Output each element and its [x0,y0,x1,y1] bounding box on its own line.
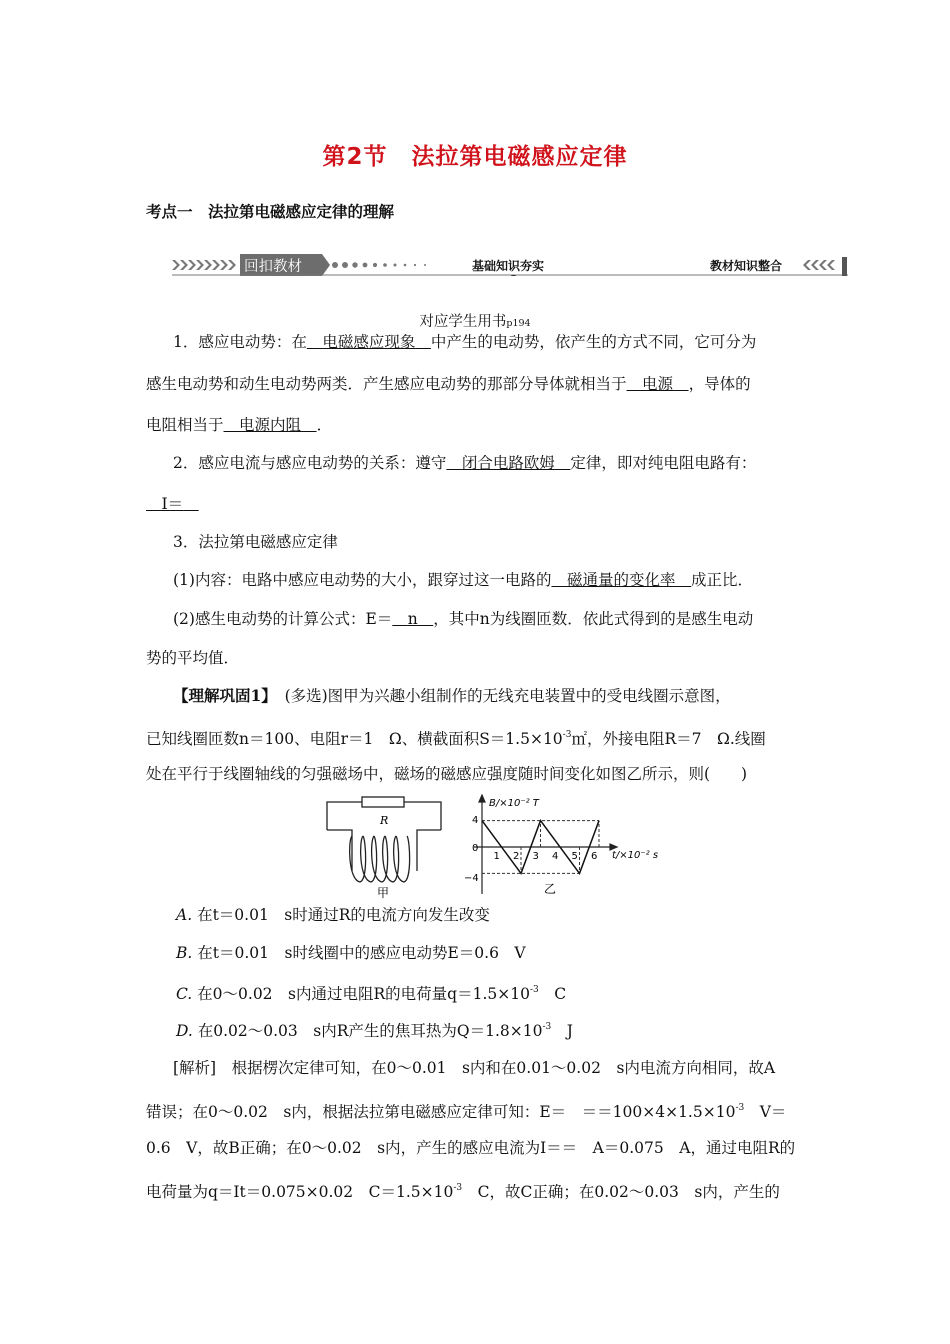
source-reference [0,310,950,331]
x-tick-label: 5 [571,851,578,862]
para3-heading: 3．法拉第电磁感应定律 [173,533,338,551]
option-d[interactable]: D. 在0.02～0.03 s内R产生的焦耳热为$Q=1.8\times 10^{-3}$ J [176,1022,573,1040]
section-banner [172,254,848,276]
banner-left-label: 回扣教材 [244,259,302,275]
resistor-symbol [362,797,404,807]
section-heading: 考点一 法拉第电磁感应定律的理解 [146,203,395,221]
y-tick-4: 4 [472,815,479,826]
option-c[interactable]: C. 在0～0.02 s内通过电阻R的电荷量$q=1.5\times 10^{-3}$ C [176,985,567,1003]
y-axis-label: B/×10⁻² T [489,798,539,809]
para2-line2: I＝ [161,495,184,513]
analysis-line2: 错误；在0～0.02 s内，根据法拉第电磁感应定律可知：E＝ $==100\times 4\times 1.5\times 10^{-3}$ V＝ [146,1103,787,1121]
y-tick-minus4: −4 [464,873,479,884]
figure-yi-caption: 乙 [544,882,557,896]
page-title: 第2节 法拉第电磁感应定律 [322,144,628,170]
banner-right-label: 教材知识整合 [710,259,783,273]
resistor-label: R [380,814,389,827]
x-tick-label: 3 [532,851,539,862]
source-page: p194 [506,318,531,329]
para3-content: (1)内容：电路中感应电动势的大小，跟穿过这一电路的 磁通量的变化率 成正比． [173,571,754,589]
analysis-line3: 0.6 V，故B正确；在0～0.02 s内，产生的感应电流为I＝＝ A＝0.075 A，通过电阻R的 [146,1139,796,1157]
x-tick-label: 2 [513,851,520,862]
para1-line2: 感生电动势和动生电动势两类．产生感应电动势的那部分导体就相当于 电源 ，导体的 [146,375,751,393]
x-tick-label: 4 [552,851,559,862]
question-line2: 已知线圈匝数n＝100、电阻r＝1 Ω、横截面积$S=1.5\times 10^{-3}㎡$，外接电阻R＝7 Ω.线圈 [146,730,766,748]
banner-center-label: 基础知识夯实 [472,259,545,273]
option-b[interactable]: B. 在t＝0.01 s时线圈中的感应电动势E＝0.6 V [176,944,526,962]
analysis-line1: [解析] 根据楞次定律可知，在0～0.01 s内和在0.01～0.02 s内电流方向相同，故A [173,1059,776,1077]
para1-line3: 电阻相当于 电源内阻 ． [146,416,333,434]
para3-formula: (2)感生电动势的计算公式：E＝ n ，其中n为线圈匝数．依此式得到的是感生电动 [173,610,754,628]
figure-yi-chart [462,794,672,900]
para2-line1: 2．感应电流与感应电动势的关系：遵守 闭合电路欧姆 定律，即对纯电阻电路有： [173,454,757,472]
analysis-line4: 电荷量为q＝It＝0.075×0.02 $C=1.5\times 10^{-3}$ C，故C正确；在0.02～0.03 s内，产生的 [146,1183,780,1201]
para1-line1: 1．感应电动势：在 电磁感应现象 中产生的电动势，依产生的方式不同，它可分为 [173,333,757,351]
x-tick-label: 6 [591,851,598,862]
option-a[interactable]: A. 在t＝0.01 s时通过R的电流方向发生改变 [176,906,490,924]
source-text: 对应学生用书 [419,314,507,330]
x-tick-label: 1 [493,851,500,862]
question-line1: 【理解巩固1】 (多选)图甲为兴趣小组制作的无线充电装置中的受电线圈示意图， [173,686,731,705]
question-line3: 处在平行于线圈轴线的匀强磁场中，磁场的磁感应强度随时间变化如图乙所示，则( ) [146,765,748,783]
para3-line3: 势的平均值． [146,649,240,667]
figure-jia-coil [322,796,446,900]
figure-jia-caption: 甲 [377,886,390,900]
x-axis-label: t/×10⁻² s [612,850,659,861]
y-tick-0: 0 [472,843,479,854]
